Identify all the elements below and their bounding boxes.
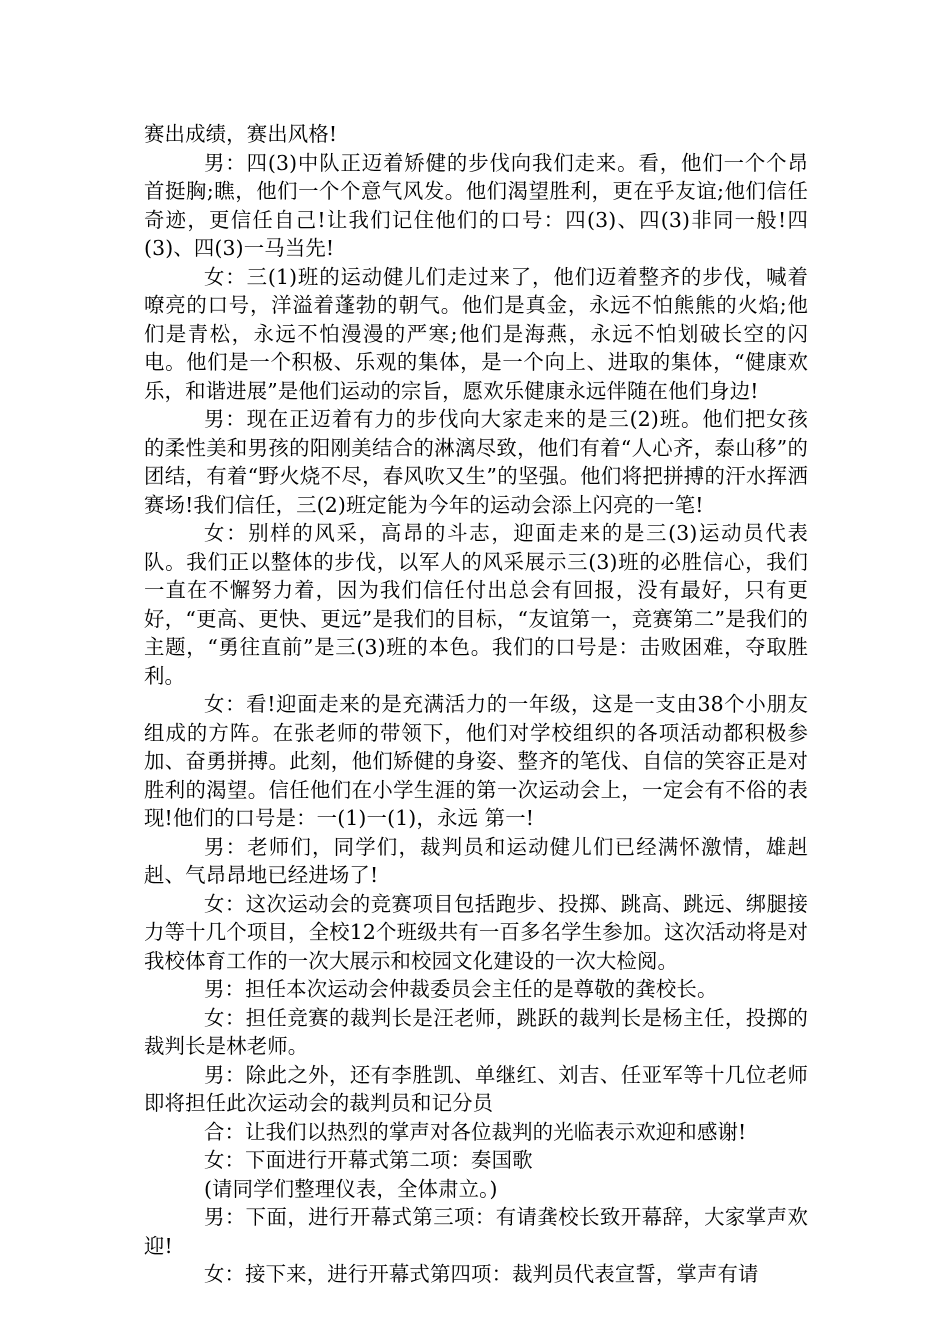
paragraph: 男：现在正迈着有力的步伐向大家走来的是三(2)班。他们把女孩的柔性美和男孩的阳刚美结合的淋漓尽致，他们有着“人心齐，泰山移”的团结，有着“野火烧不尽，春风吹又生”的坚强。他们将把拼搏的汗水挥洒赛场!我们信任，三(2)班定能为今年的运动会添上闪亮的一笔! <box>144 407 808 517</box>
document-page <box>144 120 808 1289</box>
paragraph: 赛出成绩，赛出风格! <box>144 122 338 146</box>
paragraph: 女：下面进行开幕式第二项：奏国歌 <box>204 1148 533 1172</box>
paragraph: 男：下面，进行开幕式第三项：有请龚校长致开幕辞，大家掌声欢迎! <box>144 1205 808 1258</box>
paragraph: 男：四(3)中队正迈着矫健的步伐向我们走来。看，他们一个个昂首挺胸;瞧，他们一个个意气风发。他们渴望胜利，更在乎友谊;他们信任奇迹，更信任自己!让我们记住他们的口号：四(3)、四(3)非同一般!四(3)、四(3)一马当先! <box>144 150 808 260</box>
paragraph: 合：让我们以热烈的掌声对各位裁判的光临表示欢迎和感谢! <box>204 1119 747 1144</box>
paragraph: 女：三(1)班的运动健儿们走过来了，他们迈着整齐的步伐，喊着嘹亮的口号，洋溢着蓬勃的朝气。他们是真金，永远不怕熊熊的火焰;他们是青松，永远不怕漫漫的严寒;他们是海燕，永远不怕划破长空的闪电。他们是一个积极、乐观的集体，是一个向上、进取的集体，“健康欢乐，和谐进展”是他们运动的宗旨，愿欢乐健康永远伴随在他们身边! <box>144 264 808 403</box>
paragraph: 男：老师们，同学们，裁判员和运动健儿们已经满怀激情，雄赳赳、气昂昂地已经进场了! <box>144 834 808 887</box>
paragraph: 女：看!迎面走来的是充满活力的一年级，这是一支由38个小朋友组成的方阵。在张老师的带领下，他们对学校组织的各项活动都积极参加、奋勇拼搏。此刻，他们矫健的身姿、整齐的笔伐、自信的笑容正是对胜利的渴望。信任他们在小学生涯的第一次运动会上，一定会有不俗的表现!他们的口号是：一(1)一(1)，永远 第一! <box>144 692 808 830</box>
paragraph: 男：担任本次运动会仲裁委员会主任的是尊敬的龚校长。 <box>204 977 718 1001</box>
paragraph: 女：别样的风采，高昂的斗志，迎面走来的是三(3)运动员代表队。我们正以整体的步伐，以军人的风采展示三(3)班的必胜信心，我们一直在不懈努力着，因为我们信任付出总会有回报，没有最好，只有更好，“更高、更快、更远”是我们的目标，“友谊第一，竞赛第二”是我们的主题，“勇往直前”是三(3)班的本色。我们的口号是：击败困难，夺取胜利。 <box>144 521 808 688</box>
paragraph: 男：除此之外，还有李胜凯、单继红、刘吉、任亚军等十几位老师即将担任此次运动会的裁判员和记分员 <box>144 1062 808 1115</box>
paragraph: 女：接下来，进行开幕式第四项：裁判员代表宣誓，掌声有请 <box>204 1262 759 1286</box>
paragraph: (请同学们整理仪表，全体肃立。) <box>204 1176 498 1201</box>
paragraph: 女：这次运动会的竞赛项目包括跑步、投掷、跳高、跳远、绑腿接力等十几个项目，全校12个班级共有一百多名学生参加。这次活动将是对我校体育工作的一次大展示和校园文化建设的一次大检阅。 <box>144 891 808 973</box>
paragraph: 女：担任竞赛的裁判长是汪老师，跳跃的裁判长是杨主任，投掷的裁判长是林老师。 <box>144 1005 808 1058</box>
